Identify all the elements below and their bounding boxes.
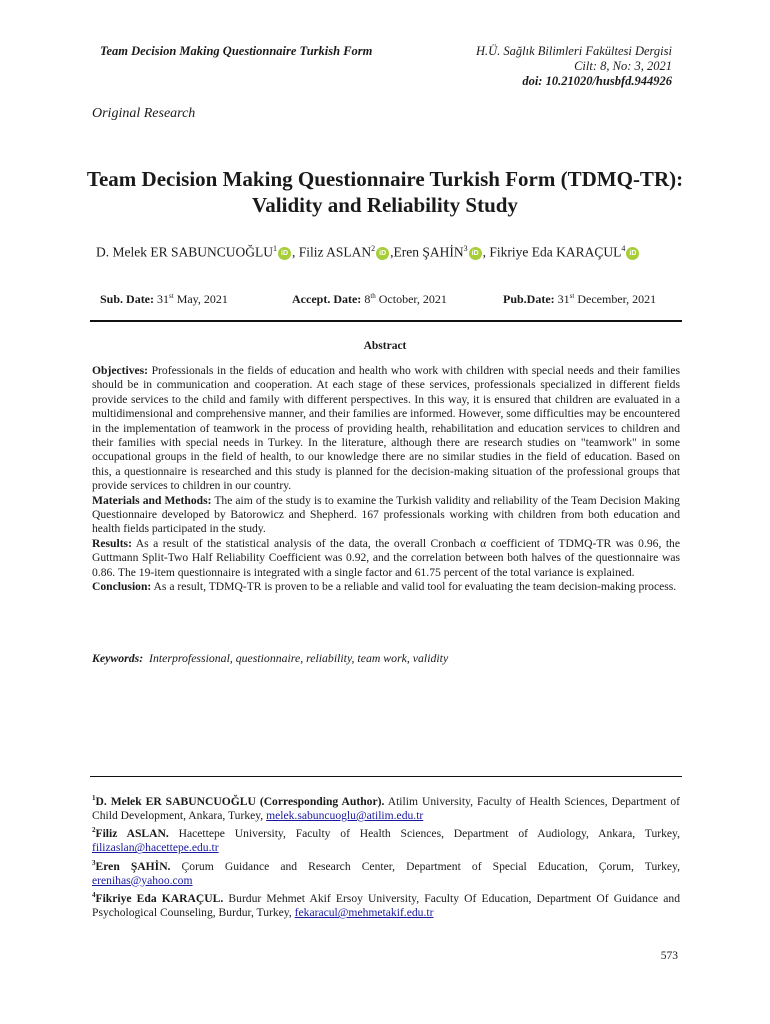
results-text: As a result of the statistical analysis of the data, the overall Cronbach α coefficient of TDMQ-TR was 0.96, the Guttmann Split-Two Half Reliability Coefficient was 0.92, and the correlation between both halves of the questionnaire was 0.86. The 19-item questionnaire is integrated with a single factor and 61.75 percent of the total variance is explained. <box>92 536 680 579</box>
email-link[interactable]: erenihas@yahoo.com <box>92 873 193 887</box>
affiliation-item <box>92 856 680 888</box>
abstract-conclusion <box>92 580 680 594</box>
conclusion-label: Conclusion: <box>92 580 152 594</box>
affiliation-text: Çorum Guidance and Research Center, Department of Special Education, Çorum, Turkey, <box>170 859 680 873</box>
journal-volume: Cilt: 8, No: 3, 2021 <box>574 59 672 73</box>
keywords-label: Keywords: <box>92 651 144 665</box>
abstract-results <box>92 537 680 580</box>
author-name: D. Melek ER SABUNCUOĞLU <box>96 244 273 260</box>
affiliation-number: 3 <box>92 858 96 867</box>
submission-day: 31 <box>157 292 170 306</box>
keywords-text: Interprofessional, questionnaire, reliability, team work, validity <box>149 651 449 665</box>
acceptance-date <box>292 292 447 307</box>
orcid-icon[interactable]: iD <box>376 247 389 260</box>
publication-month-year: December, 2021 <box>574 292 657 306</box>
email-link[interactable]: filizaslan@hacettepe.edu.tr <box>92 841 219 855</box>
affiliations <box>92 791 680 920</box>
abstract-heading: Abstract <box>363 340 407 352</box>
doi-link[interactable]: doi: 10.21020/husbfd.944926 <box>522 74 672 88</box>
acceptance-date-label: Accept. Date: <box>292 292 362 306</box>
divider <box>90 320 682 322</box>
keywords <box>92 651 448 666</box>
affiliation-author: Eren ŞAHİN. <box>95 859 171 873</box>
paper-title: Team Decision Making Questionnaire Turkish Form (TDMQ-TR): Validity and Reliability Study <box>86 167 684 217</box>
affiliation-text: Burdur Mehmet Akif Ersoy University, Faculty Of Education, Department Of Guidance and Psychological Counseling, Burdur, Turkey, <box>92 891 680 919</box>
affiliation-number: 1 <box>92 794 96 802</box>
journal-info <box>476 44 672 89</box>
author-affil-sup: 3 <box>463 244 468 253</box>
affiliation-number: 2 <box>92 826 96 835</box>
author-separator: , <box>482 244 490 260</box>
objectives-text: Professionals in the fields of education and health who work with children with special needs and their families should be in communication and cooperation. At each stage of these services, professionals specialized in different fields provide services to the child and family with different perspectives. In this way, it is ensured that children are evaluated in a multidimensional and comprehensive manner, and their families are informed. However, some difficulties may be encountered in the implementation of teamwork in the process of providing health, rehabilitation and education services to children and their families with special needs in Turkey. In the literature, although there are research studies on "teamwork" in some occupational groups in the field of health, to our knowledge there are no similar studies in the field of education. Based on this, a questionnaire is researched and this study is planned for the decision-making situation of the professional groups that provide services to children in our country. <box>92 364 680 493</box>
publication-date <box>503 292 656 307</box>
methods-text: The aim of the study is to examine the Turkish validity and reliability of the Team Decision Making Questionnaire developed by Batorowicz and Shepherd. 167 professionals working with children from both education and health fields participated in the study. <box>92 493 680 536</box>
objectives-label: Objectives: <box>92 364 149 377</box>
affiliation-item <box>92 791 680 823</box>
page-number: 573 <box>660 950 678 962</box>
footnote-divider <box>90 776 682 777</box>
affiliation-author: Filiz ASLAN. <box>95 827 169 841</box>
affiliation-number: 4 <box>92 890 96 899</box>
author-list <box>96 244 640 261</box>
affiliation-text: Hacettepe University, Faculty of Health Sciences, Department of Audiology, Ankara, Turkey, <box>168 827 680 841</box>
journal-name: H.Ü. Sağlık Bilimleri Fakültesi Dergisi <box>475 44 672 58</box>
results-label: Results: <box>92 536 132 550</box>
submission-day-suffix: st <box>169 292 174 300</box>
author-name: Eren ŞAHİN <box>393 244 464 260</box>
submission-date <box>100 292 228 307</box>
affiliation-author: Fikriye Eda KARAÇUL. <box>95 891 224 905</box>
affiliation-author: D. Melek ER SABUNCUOĞLU (Corresponding Author). <box>95 794 385 808</box>
affiliation-item <box>92 888 680 920</box>
submission-month-year: May, 2021 <box>173 292 228 306</box>
methods-label: Materials and Methods: <box>92 493 212 507</box>
orcid-icon[interactable]: iD <box>469 247 482 260</box>
running-title: Team Decision Making Questionnaire Turkish Form <box>100 44 373 58</box>
conclusion-text: As a result, TDMQ-TR is proven to be a reliable and valid tool for evaluating the team decision-making process. <box>151 580 677 594</box>
author-separator: , <box>292 244 299 260</box>
affiliation-text: Atilim University, Faculty of Health Sciences, Department of Child Development, Ankara, Turkey, <box>92 794 681 823</box>
abstract-body <box>92 364 680 595</box>
article-type: Original Research <box>92 106 196 121</box>
acceptance-month-year: October, 2021 <box>375 292 447 306</box>
abstract-methods <box>92 494 680 537</box>
acceptance-day-suffix: th <box>370 292 376 300</box>
email-link[interactable]: fekaracul@mehmetakif.edu.tr <box>294 905 434 919</box>
abstract-objectives <box>92 364 680 494</box>
publication-day: 31 <box>557 292 570 306</box>
publication-day-suffix: st <box>569 292 575 300</box>
author-affil-sup: 4 <box>621 244 626 253</box>
author-affil-sup: 2 <box>371 244 376 253</box>
affiliation-item <box>92 823 680 855</box>
publication-date-label: Pub.Date: <box>503 292 555 306</box>
author-separator: , <box>390 244 394 260</box>
author-name: Fikriye Eda KARAÇUL <box>489 244 622 260</box>
email-link[interactable]: melek.sabuncuoglu@atilim.edu.tr <box>266 809 424 823</box>
orcid-icon[interactable]: iD <box>626 247 639 260</box>
author-affil-sup: 1 <box>273 244 277 253</box>
acceptance-day: 8 <box>364 292 371 306</box>
author-name: Filiz ASLAN <box>298 244 372 260</box>
orcid-icon[interactable]: iD <box>278 247 291 260</box>
submission-date-label: Sub. Date: <box>100 292 155 306</box>
